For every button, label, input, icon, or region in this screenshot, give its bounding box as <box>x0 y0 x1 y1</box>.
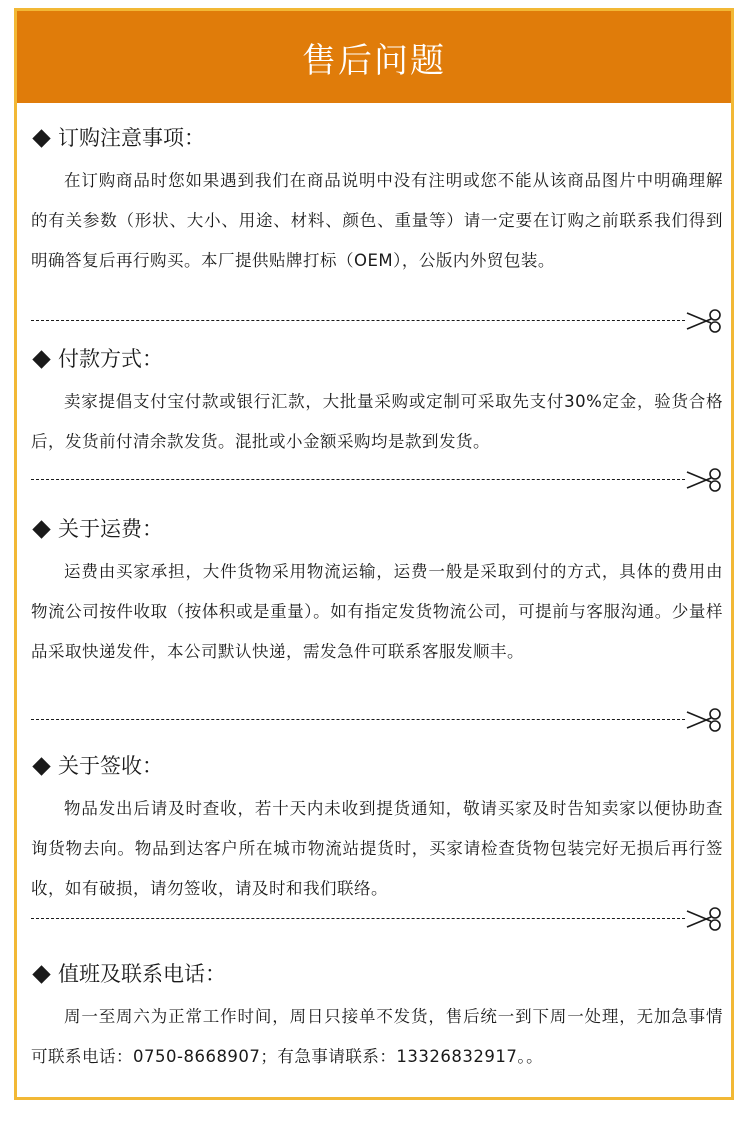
section-contact <box>31 959 723 1077</box>
scissors-icon <box>685 708 723 732</box>
section-title: 付款方式： <box>58 347 163 371</box>
section-title: 订购注意事项： <box>58 126 205 150</box>
section-body: 卖家提倡支付宝付款或银行汇款，大批量采购或定制可采取先支付30%定金，验货合格后，发货前付清余款发货。混批或小金额采购均是款到发货。 <box>31 392 723 451</box>
section-payment <box>31 344 723 462</box>
section-receipt <box>31 751 723 909</box>
page-header <box>17 11 731 103</box>
notice-frame <box>14 8 734 1100</box>
scissor-divider <box>31 311 723 331</box>
page-title: 售后问题 <box>302 40 446 81</box>
dashed-line <box>31 320 685 321</box>
section-title: 值班及联系电话： <box>58 962 226 986</box>
scissor-divider <box>31 470 723 490</box>
section-body: 周一至周六为正常工作时间，周日只接单不发货，售后统一到下周一处理，无加急事情可联系电话：0750-8668907；有急事请联系：13326832917。。 <box>31 1007 723 1066</box>
diamond-bullet-icon <box>32 350 50 368</box>
scissors-icon <box>685 907 723 931</box>
dashed-line <box>31 719 685 720</box>
scissor-divider <box>31 710 723 730</box>
section-shipping <box>31 514 723 672</box>
section-heading <box>31 123 723 153</box>
diamond-bullet-icon <box>32 129 50 147</box>
section-heading <box>31 514 723 544</box>
scissor-divider <box>31 909 723 929</box>
diamond-bullet-icon <box>32 757 50 775</box>
dashed-line <box>31 918 685 919</box>
section-body: 物品发出后请及时查收，若十天内未收到提货通知，敬请买家及时告知卖家以便协助查询货物去向。物品到达客户所在城市物流站提货时，买家请检查货物包装完好无损后再行签收，如有破损，请勿签收，请及时和我们联络。 <box>31 799 723 898</box>
diamond-bullet-icon <box>32 965 50 983</box>
scissors-icon <box>685 309 723 333</box>
section-heading <box>31 959 723 989</box>
section-title: 关于签收： <box>58 754 163 778</box>
section-heading <box>31 344 723 374</box>
dashed-line <box>31 479 685 480</box>
scissors-icon <box>685 468 723 492</box>
section-body: 在订购商品时您如果遇到我们在商品说明中没有注明或您不能从该商品图片中明确理解的有关参数（形状、大小、用途、材料、颜色、重量等）请一定要在订购之前联系我们得到明确答复后再行购买。本厂提供贴牌打标（OEM），公版内外贸包装。 <box>31 171 723 270</box>
section-title: 关于运费： <box>58 517 163 541</box>
section-heading <box>31 751 723 781</box>
section-body: 运费由买家承担，大件货物采用物流运输，运费一般是采取到付的方式，具体的费用由物流公司按件收取（按体积或是重量）。如有指定发货物流公司，可提前与客服沟通。少量样品采取快递发件，本公司默认快递，需发急件可联系客服发顺丰。 <box>31 562 723 661</box>
diamond-bullet-icon <box>32 520 50 538</box>
section-ordering-notes <box>31 123 723 281</box>
